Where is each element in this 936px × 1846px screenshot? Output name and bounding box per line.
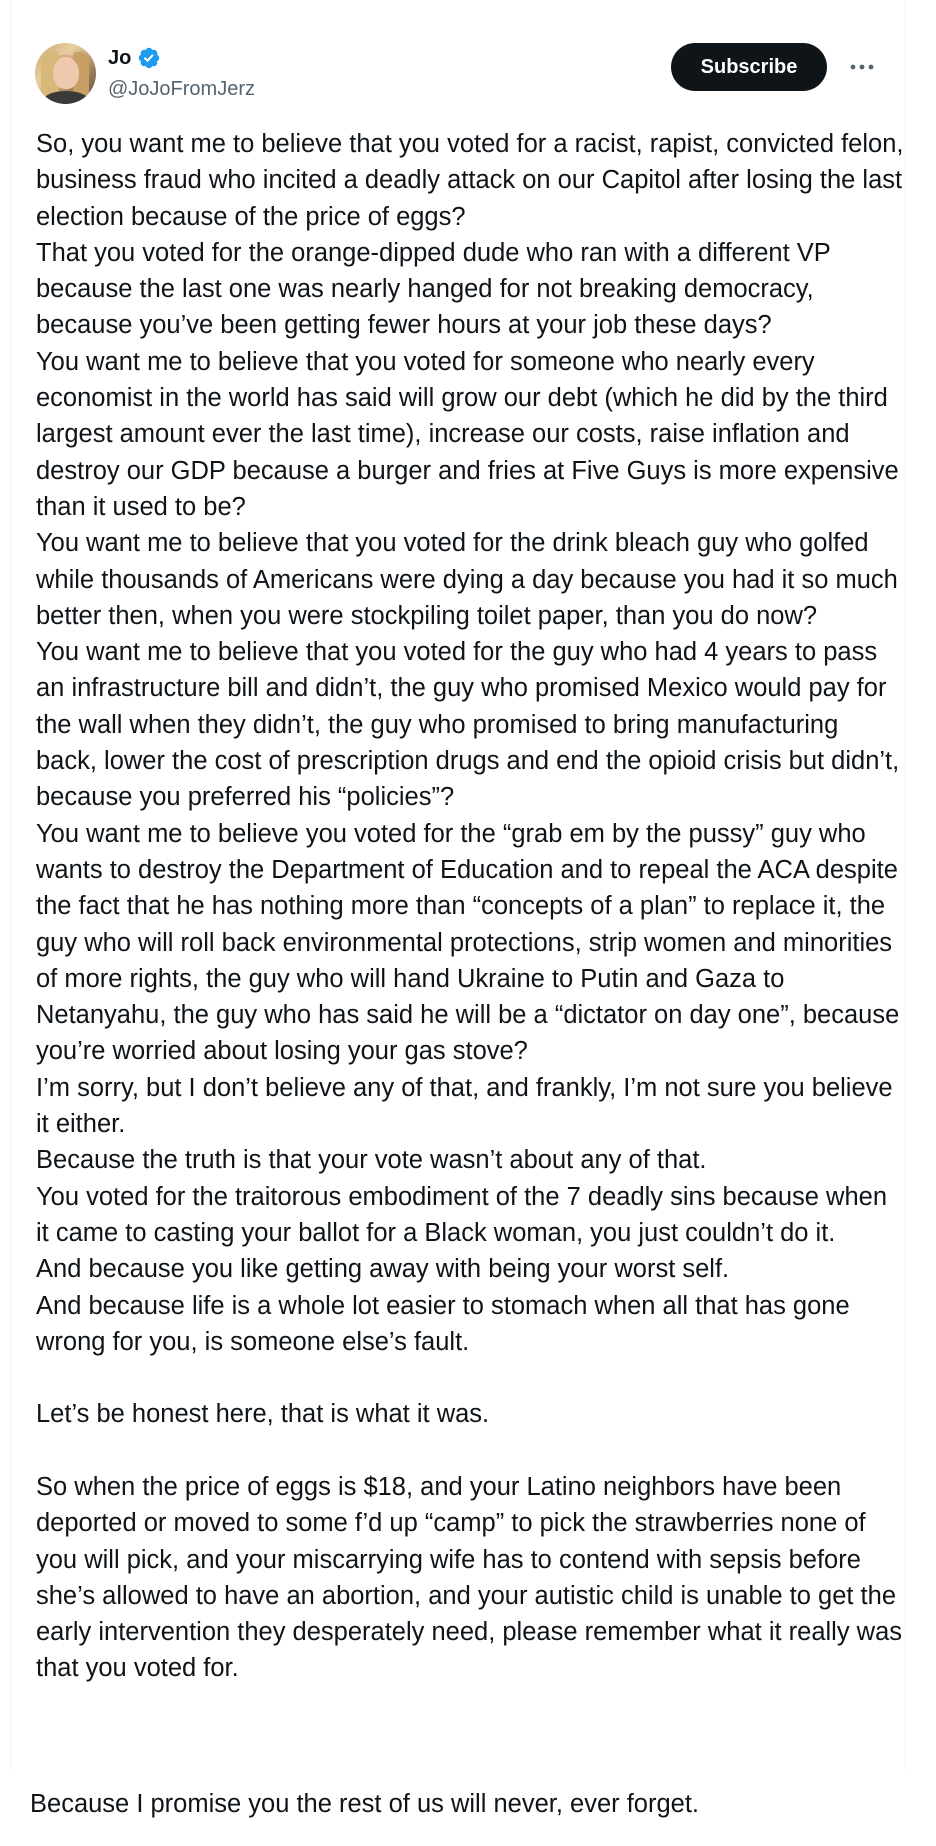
post-paragraph: I’m sorry, but I don’t believe any of that, and frankly, I’m not sure you believe it either. [36, 1073, 893, 1139]
author-name-row[interactable] [108, 45, 161, 71]
post-paragraph: You voted for the traitorous embodiment of the 7 deadly sins because when it came to casting your ballot for a Black woman, you just couldn’t do it. [36, 1182, 888, 1247]
post-paragraph: You want me to believe that you voted for the guy who had 4 years to pass an infrastructure bill and didn’t, the guy who promised Mexico would pay for the wall when they didn’t, the guy who promised to bring manufacturing back, lower the cost of prescription drugs and end the opioid crisis but didn’t, because you preferred his “policies”? [36, 638, 900, 812]
post-paragraph: You want me to believe that you voted for the drink bleach guy who golfed while thousands of Americans were dying a day because you had it so much better then, when you were stockpiling toilet paper, than you do now? [36, 529, 898, 630]
user-avatar[interactable] [35, 43, 96, 104]
post-card [10, 0, 906, 1770]
post-header [35, 43, 895, 107]
post-paragraph: That you voted for the orange-dipped dude who ran with a different VP because the last one was nearly hanged for not breaking democracy, because you’ve been getting fewer hours at your job these days? [36, 238, 831, 340]
paragraph-spacer [36, 1433, 906, 1469]
post-paragraph: Let’s be honest here, that is what it was. [36, 1400, 490, 1429]
author-display-name[interactable]: Jo [108, 47, 132, 69]
post-paragraph: Because the truth is that your vote wasn’t about any of that. [36, 1146, 707, 1175]
post-final-line: Because I promise you the rest of us will never, ever forget. [30, 1790, 699, 1818]
avatar-shirt [43, 91, 89, 104]
paragraph-spacer [36, 1360, 906, 1396]
post-paragraph: So, you want me to believe that you voted for a racist, rapist, convicted felon, business fraud who incited a deadly attack on our Capitol after losing the last election because of the price of eggs? [36, 130, 904, 231]
post-paragraph: You want me to believe you voted for the “grab em by the pussy” guy who wants to destroy the Department of Education and to repeal the ACA despite the fact that he has nothing more than “concepts of a plan” to replace it, the guy who will roll back environmental protections, strip women and minorities of more rights, the guy who will hand Ukraine to Putin and Gaza to Netanyahu, the guy who has said he will be a “dictator on day one”, because you’re worried about losing your gas stove? [36, 819, 900, 1066]
post-paragraph: So when the price of eggs is $18, and your Latino neighbors have been deported or moved to some f’d up “camp” to pick the strawberries none of you will pick, and your miscarrying wife has to contend with sepsis before she’s allowed to have an abortion, and your autistic child is unable to get the early intervention they desperately need, please remember what it really was that you voted for. [36, 1472, 903, 1683]
author-handle[interactable]: @JoJoFromJerz [108, 78, 255, 100]
post-body [36, 126, 906, 1687]
post-paragraph: And because life is a whole lot easier to stomach when all that has gone wrong for you, is someone else’s fault. [36, 1291, 850, 1356]
post-paragraph: And because you like getting away with being your worst self. [36, 1255, 730, 1284]
more-horizontal-icon[interactable] [847, 55, 877, 79]
post-paragraph: You want me to believe that you voted for someone who nearly every economist in the world has said will grow our debt (which he did by the third largest amount ever the last time), increase our costs, raise inflation and destroy our GDP because a burger and fries at Five Guys is more expensive than it used to be? [36, 347, 899, 521]
avatar-face [53, 57, 79, 89]
verified-badge-icon [137, 46, 161, 70]
subscribe-button[interactable]: Subscribe [671, 43, 827, 91]
